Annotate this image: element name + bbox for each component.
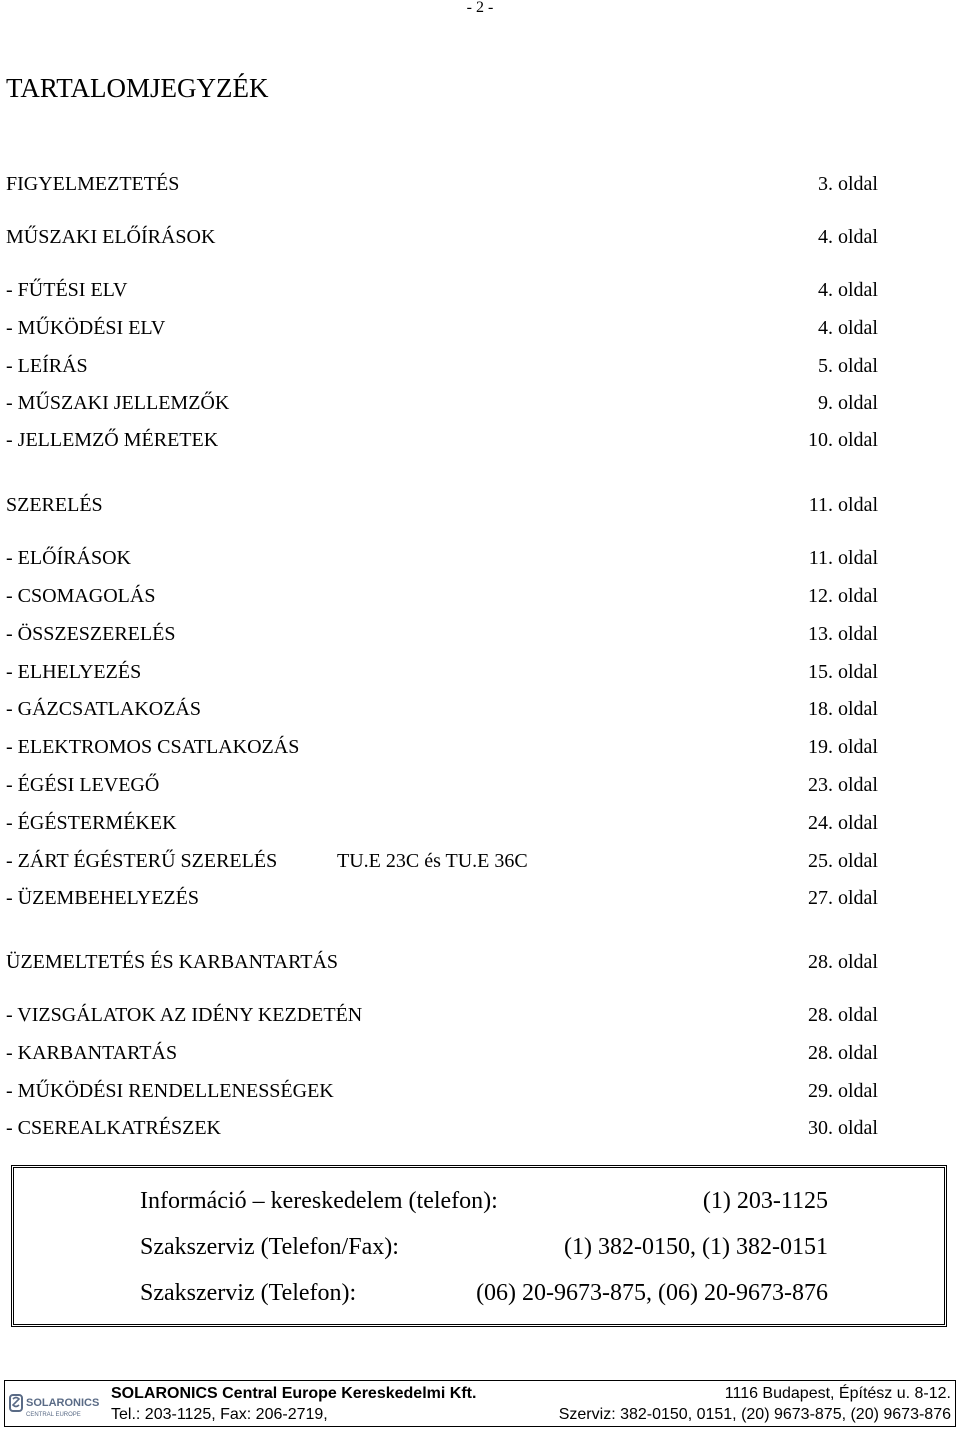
toc-entry-label: - CSOMAGOLÁS	[6, 585, 156, 607]
toc-entry-label: - ÉGÉSI LEVEGŐ	[6, 774, 160, 796]
toc-entry-page: 28. oldal	[808, 1004, 878, 1026]
toc-entry-page: 3. oldal	[818, 173, 878, 195]
toc-entry-page: 9. oldal	[818, 392, 878, 414]
contact-info-box	[11, 1165, 947, 1327]
toc-entry-page: 23. oldal	[808, 774, 878, 796]
toc-entry-label: - ÉGÉSTERMÉKEK	[6, 812, 177, 834]
toc-entry-page: 11. oldal	[808, 547, 878, 569]
toc-entry-page: 4. oldal	[818, 226, 878, 248]
contact-phone: (06) 20-9673-875, (06) 20-9673-876	[476, 1280, 828, 1306]
toc-entry	[6, 950, 878, 974]
toc-entry-label: - JELLEMZŐ MÉRETEK	[6, 429, 219, 451]
toc-entry-label: - MŰKÖDÉSI ELV	[6, 317, 166, 339]
toc-entry-page: 18. oldal	[808, 698, 878, 720]
toc-entry-label: - KARBANTARTÁS	[6, 1042, 178, 1064]
toc-entry-page: 10. oldal	[808, 429, 878, 451]
toc-entry-label: SZERELÉS	[6, 494, 103, 516]
footer-line-2	[111, 1405, 951, 1425]
toc-entry-label: - ÜZEMBEHELYEZÉS	[6, 887, 199, 909]
toc-entry	[6, 735, 878, 759]
toc-entry	[6, 428, 878, 452]
toc-entry-label: FIGYELMEZTETÉS	[6, 173, 180, 195]
toc-entry-label: - LEÍRÁS	[6, 355, 88, 377]
toc-entry	[6, 584, 878, 608]
toc-entry-page: 28. oldal	[808, 1042, 878, 1064]
svg-text:SOLARONICS: SOLARONICS	[26, 1397, 100, 1409]
toc-entry-page: 15. oldal	[808, 661, 878, 683]
footer-service: Szerviz: 382-0150, 0151, (20) 9673-875, (20) 9673-876	[558, 1406, 951, 1423]
toc-entry	[6, 811, 878, 835]
toc-entry-page: 19. oldal	[808, 736, 878, 758]
toc-entry-label: - ELŐÍRÁSOK	[6, 547, 131, 569]
contact-row	[140, 1186, 828, 1216]
contact-row	[140, 1278, 828, 1308]
toc-entry-page: 27. oldal	[808, 887, 878, 909]
toc-entry-label: - VIZSGÁLATOK AZ IDÉNY KEZDETÉN	[6, 1004, 363, 1026]
page-title: TARTALOMJEGYZÉK	[6, 73, 269, 103]
toc-entry-page: 28. oldal	[808, 951, 878, 973]
toc-entry	[6, 622, 878, 646]
toc-entry-page: 4. oldal	[818, 317, 878, 339]
svg-text:CENTRAL EUROPE: CENTRAL EUROPE	[26, 1412, 81, 1418]
toc-entry	[6, 278, 878, 302]
toc-entry-page: 11. oldal	[808, 494, 878, 516]
contact-phone: (1) 203-1125	[702, 1188, 828, 1214]
toc-entry	[6, 225, 878, 249]
toc-entry	[6, 849, 878, 873]
toc-entry-page: 12. oldal	[808, 585, 878, 607]
toc-entry-page: 25. oldal	[808, 850, 878, 872]
contact-label: Szakszerviz (Telefon/Fax):	[140, 1234, 399, 1260]
footer-line-1	[111, 1384, 951, 1404]
contact-label: Szakszerviz (Telefon):	[140, 1280, 357, 1306]
toc-entry-label: MŰSZAKI ELŐÍRÁSOK	[6, 226, 216, 248]
toc-entry	[6, 316, 878, 340]
footer-address: 1116 Budapest, Építész u. 8-12.	[724, 1385, 951, 1402]
toc-entry	[6, 660, 878, 684]
toc-entry-page: 30. oldal	[808, 1117, 878, 1139]
page-number: - 2 -	[466, 0, 494, 16]
toc-entry	[6, 172, 878, 196]
toc-entry-label: - CSEREALKATRÉSZEK	[6, 1117, 221, 1139]
toc-entry-page: 24. oldal	[808, 812, 878, 834]
toc-entry-label: - FŰTÉSI ELV	[6, 279, 128, 301]
toc-entry-page: 4. oldal	[818, 279, 878, 301]
toc-entry	[6, 546, 878, 570]
toc-entry-label: - MŰSZAKI JELLEMZŐK	[6, 392, 230, 414]
toc-entry	[6, 697, 878, 721]
toc-entry	[6, 354, 878, 378]
toc-entry	[6, 1041, 878, 1065]
toc-entry-page: 29. oldal	[808, 1080, 878, 1102]
toc-entry-model-note: TU.E 23C és TU.E 36C	[337, 850, 528, 872]
footer-company: SOLARONICS Central Europe Kereskedelmi Kft.	[111, 1385, 477, 1402]
toc-entry	[6, 1116, 878, 1140]
solaronics-logo	[7, 1383, 105, 1424]
contact-row	[140, 1232, 828, 1262]
page-footer	[4, 1380, 956, 1427]
toc-entry-page: 13. oldal	[808, 623, 878, 645]
toc-entry-label: - MŰKÖDÉSI RENDELLENESSÉGEK	[6, 1080, 334, 1102]
toc-entry-label: ÜZEMELTETÉS ÉS KARBANTARTÁS	[6, 951, 339, 973]
toc-entry-label: - ÖSSZESZERELÉS	[6, 623, 176, 645]
toc-entry	[6, 1079, 878, 1103]
toc-entry-page: 5. oldal	[818, 355, 878, 377]
toc-entry	[6, 1003, 878, 1027]
footer-phone: Tel.: 203-1125, Fax: 206-2719,	[111, 1406, 328, 1423]
contact-label: Információ – kereskedelem (telefon):	[140, 1188, 498, 1214]
toc-entry-label: - ELEKTROMOS CSATLAKOZÁS	[6, 736, 300, 758]
toc-entry	[6, 886, 878, 910]
toc-entry	[6, 391, 878, 415]
toc-entry	[6, 773, 878, 797]
toc-entry	[6, 493, 878, 517]
toc-entry-label: - GÁZCSATLAKOZÁS	[6, 698, 201, 720]
toc-entry-label: - ZÁRT ÉGÉSTERŰ SZERELÉS	[6, 850, 278, 872]
contact-phone: (1) 382-0150, (1) 382-0151	[564, 1234, 828, 1260]
toc-entry-label: - ELHELYEZÉS	[6, 661, 142, 683]
